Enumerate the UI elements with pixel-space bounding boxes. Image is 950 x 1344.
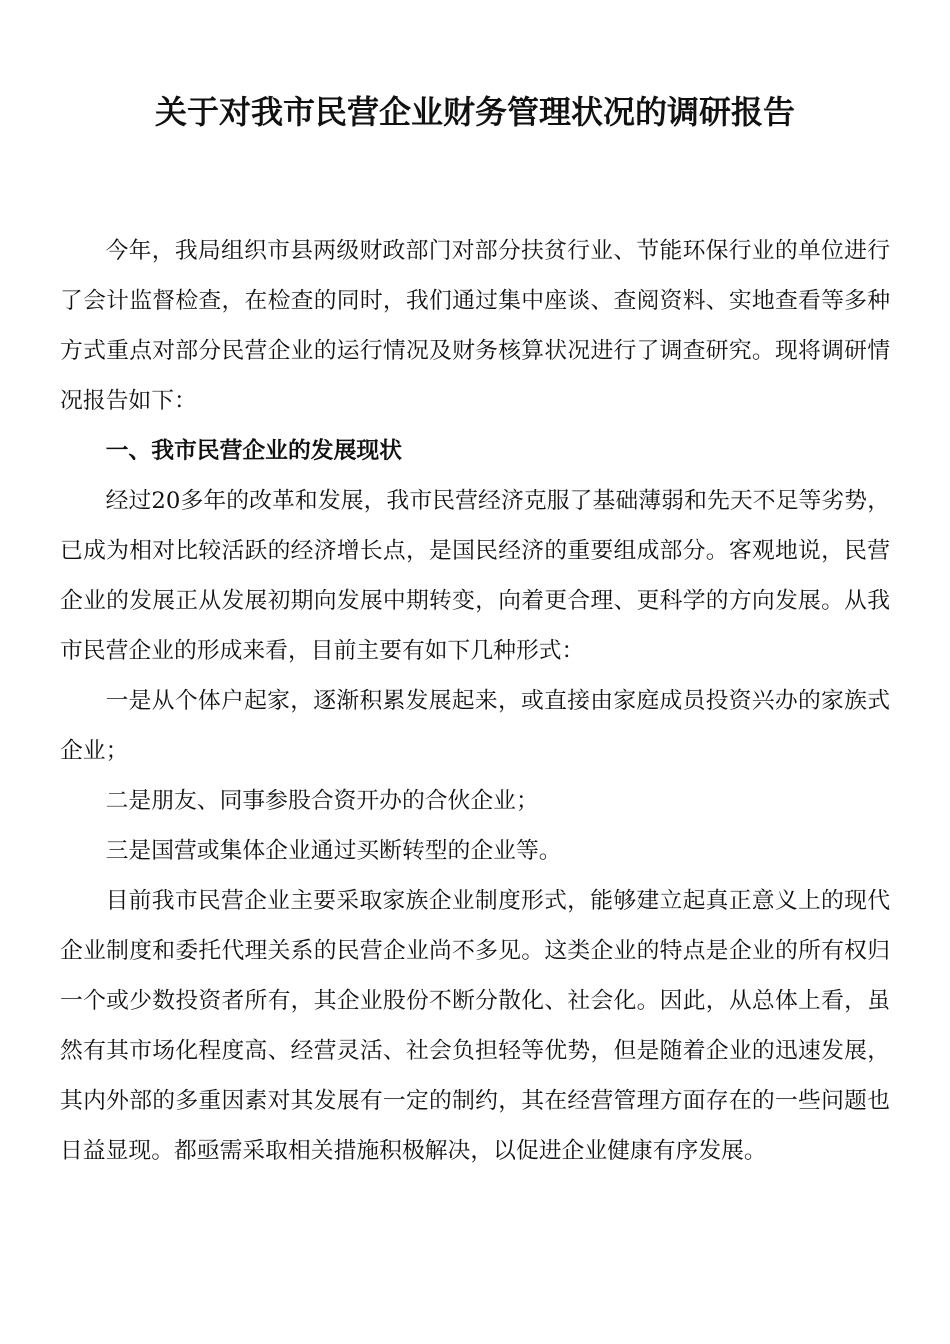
section-heading-1: 一、我市民营企业的发展现状 [105,438,402,464]
paragraph-form-2: 二是朋友、同事参股合资开办的合伙企业； [105,788,539,814]
paragraph-intro: 今年，我局组织市县两级财政部门对部分扶贫行业、节能环保行业的单位进行了会计监督检查，在检查的同时，我们通过集中座谈、查阅资料、实地查看等多种方式重点对部分民营企业的运行情况及财务核算状况进行了调查研究。现将调研情况报告如下： [60,238,890,414]
paragraph-form-3: 三是国营或集体企业通过买断转型的企业等。 [105,838,562,864]
document-body [60,226,890,1176]
paragraph-form-1: 一是从个体户起家，逐渐积累发展起来，或直接由家庭成员投资兴办的家族式企业； [60,688,890,764]
document-title: 关于对我市民营企业财务管理状况的调研报告 [154,93,795,131]
paragraph-characteristics: 目前我市民营企业主要采取家族企业制度形式，能够建立起真正意义上的现代企业制度和委托代理关系的民营企业尚不多见。这类企业的特点是企业的所有权归一个或少数投资者所有，其企业股份不断分散化、社会化。因此，从总体上看，虽然有其市场化程度高、经营灵活、社会负担轻等优势，但是随着企业的迅速发展，其内外部的多重因素对其发展有一定的制约，其在经营管理方面存在的一些问题也日益显现。都亟需采取相关措施积极解决，以促进企业健康有序发展。 [60,888,890,1164]
paragraph-development: 经过20多年的改革和发展，我市民营经济克服了基础薄弱和先天不足等劣势，已成为相对比较活跃的经济增长点，是国民经济的重要组成部分。客观地说，民营企业的发展正从发展初期向发展中期转变，向着更合理、更科学的方向发展。从我市民营企业的形成来看，目前主要有如下几种形式： [60,488,890,664]
